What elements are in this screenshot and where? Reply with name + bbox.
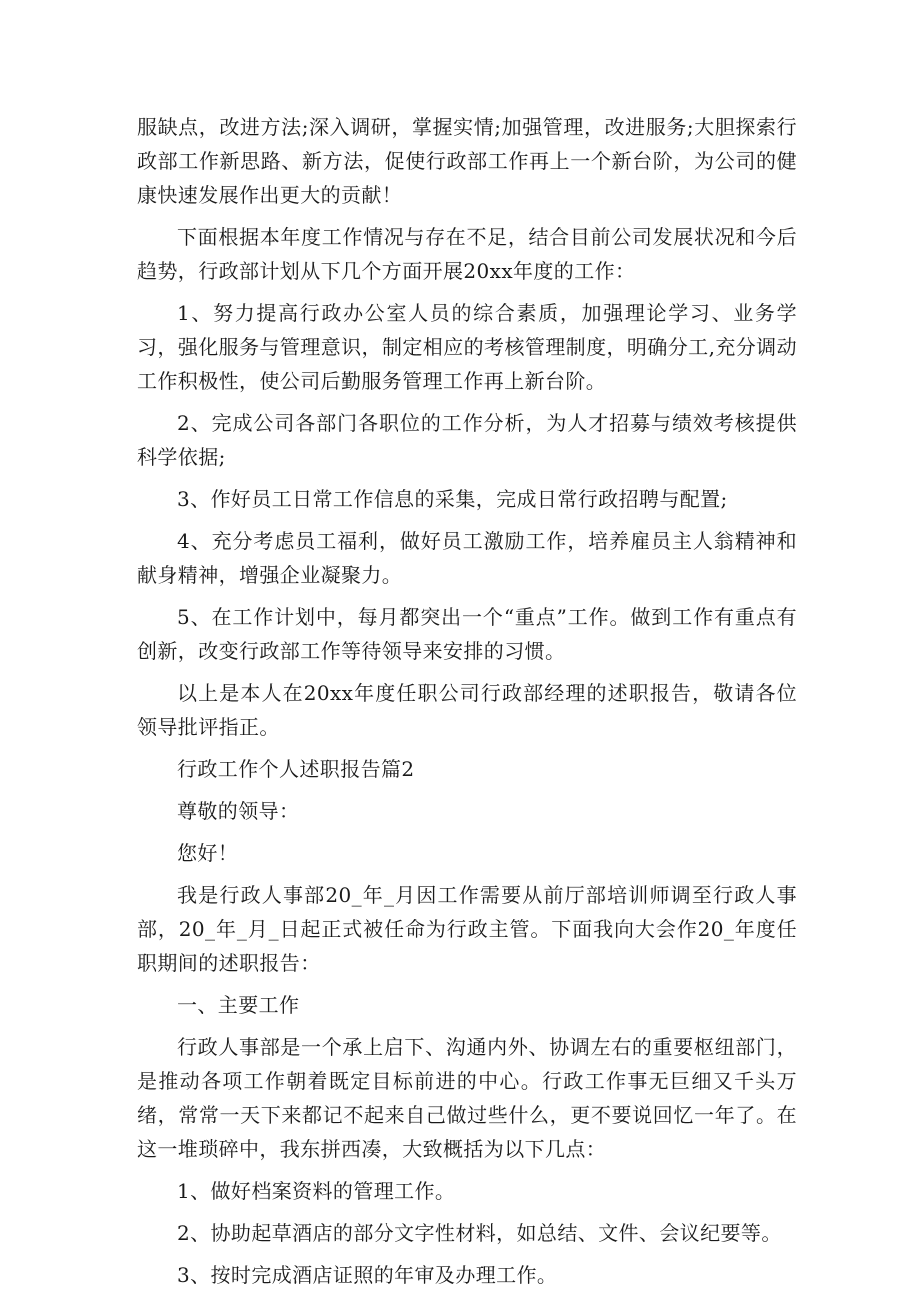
section-heading: 行政工作个人述职报告篇2 xyxy=(177,757,415,781)
salutation: 尊敬的领导： xyxy=(177,799,300,823)
list-item: 3、作好员工日常工作信息的采集，完成日常行政招聘与配置; xyxy=(177,487,728,511)
paragraph: 下面根据本年度工作情况与存在不足，结合目前公司发展状况和今后趋势，行政部计划从下几个方面开展20xx年度的工作： xyxy=(137,225,797,283)
list-item: 5、在工作计划中，每月都突出一个“重点”工作。做到工作有重点有创新，改变行政部工作等待领导来安排的习惯。 xyxy=(137,605,797,663)
paragraph: 行政人事部是一个承上启下、沟通内外、协调左右的重要枢纽部门，是推动各项工作朝着既定目标前进的中心。行政工作事无巨细又千头万绪，常常一天下来都记不起来自己做过些什么，更不要说回忆一年了。在这一堆琐碎中，我东拼西凑，大致概括为以下几点： xyxy=(137,1035,797,1161)
list-item: 4、充分考虑员工福利，做好员工激励工作，培养雇员主人翁精神和献身精神，增强企业凝聚力。 xyxy=(137,529,797,587)
list-item: 1、努力提高行政办公室人员的综合素质，加强理论学习、业务学习，强化服务与管理意识，制定相应的考核管理制度，明确分工,充分调动工作积极性，使公司后勤服务管理工作再上新台阶。 xyxy=(137,301,797,393)
paragraph: 服缺点，改进方法;深入调研，掌握实情;加强管理，改进服务;大胆探索行政部工作新思路、新方法，促使行政部工作再上一个新台阶，为公司的健康快速发展作出更大的贡献！ xyxy=(137,115,797,207)
paragraph: 以上是本人在20xx年度任职公司行政部经理的述职报告，敬请各位领导批评指正。 xyxy=(137,681,797,739)
list-item: 1、做好档案资料的管理工作。 xyxy=(177,1179,456,1203)
document-body xyxy=(137,110,797,1300)
greeting: 您好！ xyxy=(177,841,239,865)
subsection-heading: 一、主要工作 xyxy=(177,993,300,1017)
paragraph: 我是行政人事部20_年_月因工作需要从前厅部培训师调至行政人事部，20_年_月_日起正式被任命为行政主管。下面我向大会作20_年度任职期间的述职报告： xyxy=(137,883,797,975)
list-item: 3、按时完成酒店证照的年审及办理工作。 xyxy=(177,1263,558,1287)
list-item: 2、完成公司各部门各职位的工作分析，为人才招募与绩效考核提供科学依据; xyxy=(137,411,797,469)
list-item: 2、协助起草酒店的部分文字性材料，如总结、文件、会议纪要等。 xyxy=(177,1221,782,1245)
